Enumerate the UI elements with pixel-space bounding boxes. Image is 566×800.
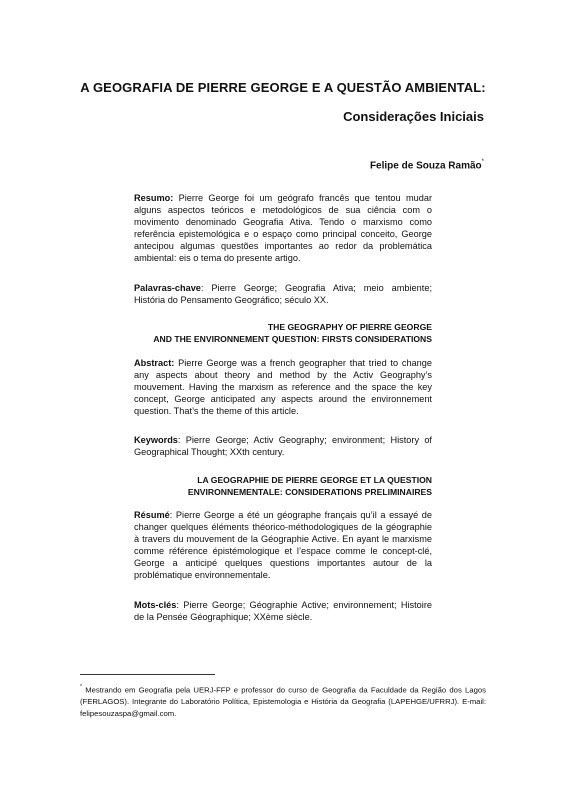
paper-subtitle: Considerações Iniciais bbox=[343, 109, 484, 124]
footnote-separator bbox=[80, 674, 215, 675]
english-title-line2: AND THE ENVIRONNEMENT QUESTION: FIRSTS CONSIDERATIONS bbox=[153, 334, 432, 344]
english-title-line1: THE GEOGRAPHY OF PIERRE GEORGE bbox=[267, 322, 432, 332]
resume-paragraph bbox=[134, 509, 432, 582]
author-line bbox=[370, 157, 484, 172]
palavras-chave-paragraph bbox=[134, 282, 432, 306]
palavras-chave-text: : Pierre George; Geografia Ativa; meio ambiente; História do Pensamento Geográfico; século XX. bbox=[134, 283, 432, 306]
english-title bbox=[112, 321, 432, 345]
paper-title: A GEOGRAFIA DE PIERRE GEORGE E A QUESTÃO AMBIENTAL: bbox=[80, 80, 486, 95]
keywords-paragraph bbox=[134, 434, 432, 458]
resumo-paragraph bbox=[134, 192, 432, 265]
french-title-line2: ENVIRONNEMENTALE: CONSIDERATIONS PRELIMINAIRES bbox=[187, 487, 432, 497]
author-footnote-mark: * bbox=[481, 159, 484, 165]
resumo-text: Pierre George foi um geógrafo francês que tentou mudar alguns aspectos teóricos e metodológicos de sua ciência com o movimento denominado Geografia Ativa. Tendo o marxismo como referência epistemológica e o espaço como principal conceito, George antecipou algumas questões importantes ao redor da problemática ambiental: eis o tema do presente artigo. bbox=[134, 193, 432, 264]
footnote-mark: * bbox=[80, 684, 82, 690]
palavras-chave-label: Palavras-chave bbox=[134, 283, 201, 293]
mots-cles-text: : Pierre George; Géographie Active; environnement; Histoire de la Pensée Géographique; XXème siècle. bbox=[134, 600, 432, 623]
resume-text: : Pierre George a été un géographe français qu’il a essayé de changer quelques éléments théorico-méthodologiques de la géographie à travers du mouvement de la Géographie Active. En ayant le marxisme comme référence épistémologique et l’espace comme le concept-clé, George a anticipé quelques questions importantes autour de la problématique environnementale. bbox=[134, 510, 432, 581]
footnote bbox=[80, 683, 486, 719]
resume-label: Résumé bbox=[134, 510, 170, 520]
footnote-text: Mestrando em Geografia pela UERJ-FFP e professor do curso de Geografia da Faculdade da Região dos Lagos (FERLAGOS). Integrante do Laboratório Política, Epistemologia e História da Geografia (LAPEHGE/UFRRJ). E-mail: felipesouzaspa@gmail.com. bbox=[80, 685, 486, 718]
french-title-line1: LA GEOGRAPHIE DE PIERRE GEORGE ET LA QUESTION bbox=[197, 475, 432, 485]
abstract-label: Abstract: bbox=[134, 358, 175, 368]
abstract-text: Pierre George was a french geographer that tried to change any aspects about theory and method by the Activ Geography’s mouvement. Having the marxism as reference and the space the key concept, George anticipated any aspects around the environnement question. That’s the theme of this article. bbox=[134, 358, 432, 417]
mots-cles-paragraph bbox=[134, 599, 432, 623]
abstract-paragraph bbox=[134, 357, 432, 417]
french-title bbox=[112, 474, 432, 498]
keywords-label: Keywords bbox=[134, 435, 178, 445]
mots-cles-label: Mots-clés bbox=[134, 600, 177, 610]
resumo-label: Resumo: bbox=[134, 193, 174, 203]
keywords-text: : Pierre George; Activ Geography; environment; History of Geographical Thought; XXth century. bbox=[134, 435, 432, 458]
author-name: Felipe de Souza Ramão bbox=[369, 160, 482, 172]
